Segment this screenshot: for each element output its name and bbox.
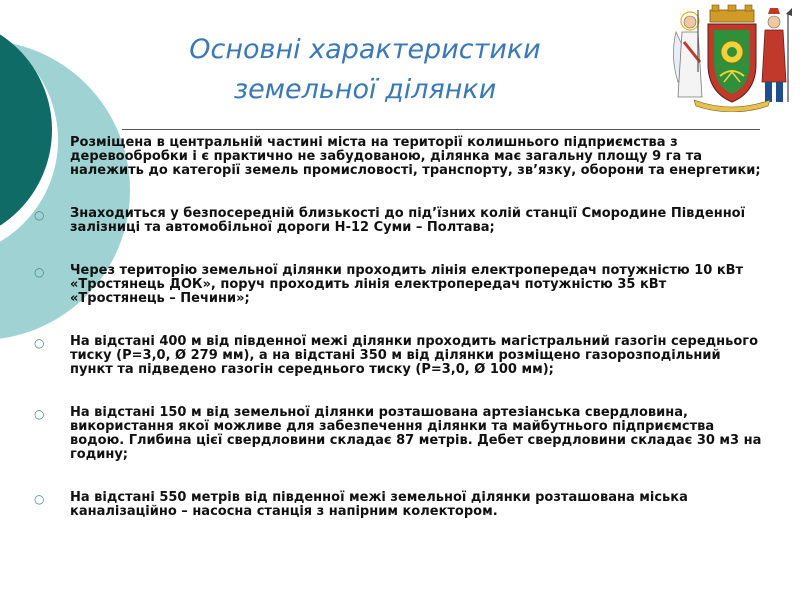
list-item xyxy=(34,335,764,377)
title-line-1: Основні характеристики xyxy=(189,34,541,65)
list-item xyxy=(34,264,764,306)
circle-bullet-icon: ○ xyxy=(34,336,45,350)
circle-bullet-icon: ○ xyxy=(34,492,45,506)
circle-bullet-icon: ○ xyxy=(34,208,45,222)
characteristics-list xyxy=(34,136,764,548)
list-item-text: На відстані 150 м від земельної ділянки розташована артезіанська свердловина, використання якої можливе для забезпечення ділянки та майбутнього підприємства водою. Глибина цієї свердловини складає 87 метрів. Дебет свердловини складає 30 м3 на годину; xyxy=(70,405,762,462)
list-item xyxy=(34,406,764,462)
circle-bullet-icon: ○ xyxy=(34,265,45,279)
list-item-text: Через територію земельної ділянки проходить лінія електропередач потужністю 10 кВт «Тростянець ДОК», поруч проходить лінія електропередач потужністю 35 кВт «Тростянець – Печини»; xyxy=(70,263,744,306)
list-item-text: Розміщена в центральній частині міста на території колишнього підприємства з деревообробки і є практично не забудованою, ділянка має загальну площу 9 га та належить до категорії земель промисловості, транспорту, зв’язку, оборони та енергетики; xyxy=(70,135,761,178)
list-item-text: На відстані 550 метрів від південної межі земельної ділянки розташована міська каналізаційно – насосна станція з напірним колектором. xyxy=(70,490,688,519)
title-divider xyxy=(122,129,760,130)
angel-supporter-icon xyxy=(673,10,702,97)
list-item-text: Знаходиться у безпосередній близькості до під’їзних колій станції Смородине Південної залізниці та автомобільної дороги Н-12 Суми – Полтава; xyxy=(70,206,746,235)
list-item-text: На відстані 400 м від південної межі ділянки проходить магістральний газогін середнього тиску (Р=3,0, Ø 279 мм), а на відстані 350 м від ділянки розміщено газорозподільний пункт та підведено газогін середнього тиску (Р=3,0, Ø 100 мм); xyxy=(70,334,759,377)
list-item xyxy=(34,491,764,519)
list-item xyxy=(34,207,764,235)
slide-title xyxy=(110,30,620,110)
title-line-2: земельної ділянки xyxy=(233,74,497,105)
list-item xyxy=(34,136,764,178)
circle-bullet-icon: ○ xyxy=(34,407,45,421)
mural-crown-icon xyxy=(710,5,754,22)
coat-of-arms-icon xyxy=(668,2,796,112)
shield-icon xyxy=(708,24,756,102)
cossack-supporter-icon xyxy=(762,8,792,102)
